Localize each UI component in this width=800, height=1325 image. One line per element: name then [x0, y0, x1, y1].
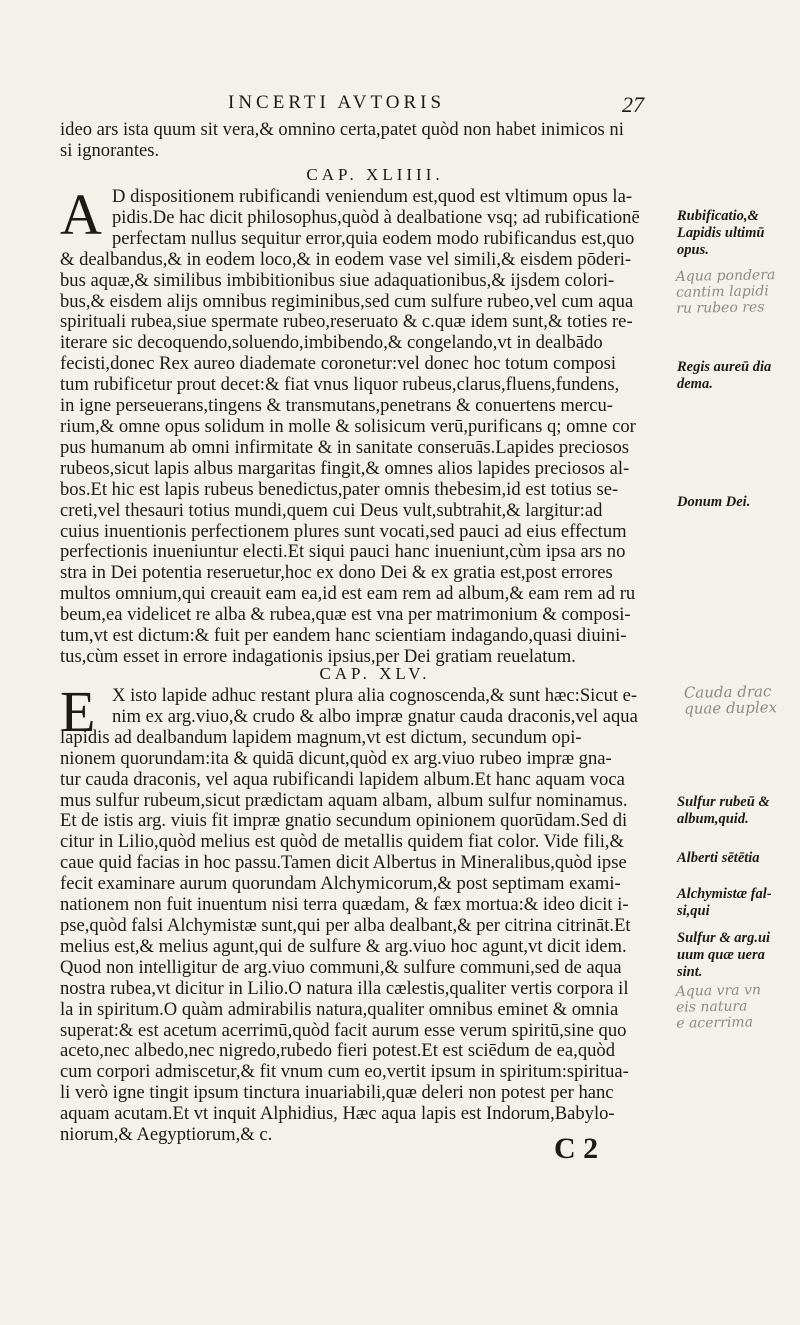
chapter-heading: CAP. XLV. [319, 664, 431, 683]
text-line: Quod non intelligitur de arg.viuo communi,& sulfure communi,sed de aqua [60, 956, 622, 978]
text-line: spirituali rubea,siue spermate rubeo,reseruato & c.quæ idem sunt,& toties re- [60, 311, 633, 333]
text-line: si ignorantes. [60, 139, 160, 161]
text-line: pse,quòd falsi Alchymistæ sunt,qui per alba dealbant,& per citrina citrināt.Et [60, 914, 631, 936]
chapter-45 [60, 664, 670, 685]
text-line: in igne perseuerans,tingens & transmutans,penetrans & conuertens mercu- [60, 395, 613, 417]
handwritten-note: Aqua pondera cantim lapidi ru rubeo res [675, 267, 776, 317]
page-number: 27 [622, 92, 644, 117]
text-line: tur cauda draconis, vel aqua rubificandi lapidem album.Et hanc aquam voca [60, 768, 625, 790]
text-line: tum,vt est dictum:& fuit per eandem hanc scientiam indagando,quasi diuini- [60, 625, 627, 647]
text-line: rium,& omne opus solidum in molle & solisicum verū,purificans q; omne cor [60, 415, 636, 437]
text-line: beum,ea videlicet re alba & rubea,quæ est vna per matrimonium & composi- [60, 604, 631, 626]
text-line: X isto lapide adhuc restant plura alia cognoscenda,& sunt hæc:Sicut e- [112, 685, 638, 706]
chapter-45-body [60, 686, 670, 1146]
text-line: citur in Lilio,quòd melius est quòd de metallis quidem fiat color. Vide fili,& [60, 831, 625, 853]
margin-note-alberti: Alberti sētētia [677, 850, 760, 866]
text-line: bus,& eisdem alijs omnibus regiminibus,sed cum sulfure rubeo,vel cum aqua [60, 290, 634, 312]
margin-note-rubificatio: Rubificatio,& Lapidis ultimū opus. [677, 208, 765, 258]
text-line: cuius inuentionis perfectionem plures sunt vocati,sed pauci ad eius effectum [60, 520, 627, 542]
text-line: tus,cùm esset in errore indagationis ipsius,per Dei gratiam reuelatum. [60, 645, 576, 667]
text-line: li verò igne tingit ipsum tinctura inuariabili,quæ deleri non potest per hanc [60, 1082, 614, 1104]
text-line: perfectionis inueniuntur electi.Et siqui pauci hanc inueniunt,cùm ipsa ars no [60, 541, 626, 563]
text-line: niorum,& Aegyptiorum,& c. [60, 1124, 273, 1146]
text-line: lapidis ad dealbandum lapidem magnum,vt est dictum, secundum opi- [60, 726, 582, 748]
text-line: pidis.De hac dicit philosophus,quòd à dealbatione vsq; ad rubificationē [112, 206, 640, 228]
margin-note-regis: Regis aureū dia dema. [677, 359, 772, 392]
margin-note-donum: Donum Dei. [677, 494, 751, 510]
intro-paragraph [60, 120, 670, 162]
text-line: nostra rubea,vt dicitur in Lilio.O natura illa cælestis,qualiter vertis corpora il [60, 977, 629, 999]
text-line: aquam acutam.Et vt inquit Alphidius, Hæc aqua lapis est Indorum,Babylo- [60, 1103, 615, 1125]
text-line: mus sulfur rubeum,sicut prædictam aquam albam, album sulfur nominamus. [60, 789, 628, 811]
text-line: fecit examinare aurum quorundam Alchymicorum,& post septimam exami- [60, 873, 621, 895]
text-line: nationem non fuit inuentum nisi terra quædam, & fæx mortua:& ideo dicit i- [60, 894, 629, 916]
text-line: ideo ars ista quum sit vera,& omnino certa,patet quòd non habet inimicos ni [60, 119, 624, 140]
text-line: fecisti,donec Rex aureo diademate coronetur:vel donec hoc totum composi [60, 353, 617, 375]
text-line: bus aquæ,& similibus imbibitionibus siue adaquationibus,& ijsdem colori- [60, 269, 615, 291]
margin-note-sulfur: Sulfur rubeū & album,quid. [677, 794, 770, 827]
text-line: & dealbandus,& in eodem loco,& in eodem vase vel simili,& eisdem pōderi- [60, 248, 632, 270]
handwritten-note: Aqua vra vn eis natura e acerrima [675, 982, 762, 1032]
signature-mark: C 2 [554, 1132, 599, 1165]
handwritten-note: Cauda drac quae duplex [683, 682, 778, 718]
text-line: nim ex arg.viuo,& crudo & albo impræ gnatur cauda draconis,vel aqua [112, 705, 638, 727]
text-line: nionem quorundam:ita & quidā dicunt,quòd ex arg.viuo rubeo impræ gna- [60, 747, 612, 769]
text-line: cum corpori admiscetur,& fit vnum cum eo,vertit ipsum in spiritum:spiritua- [60, 1061, 629, 1083]
chapter-heading: CAP. XLIIII. [306, 165, 444, 184]
running-head: INCERTI AVTORIS [228, 92, 446, 113]
text-line: aceto,nec albedo,nec nigredo,rubedo fieri potest.Et est sciēdum de ea,quòd [60, 1040, 616, 1062]
chapter-44 [60, 165, 670, 186]
text-line: melius est,& melius agunt,qui de sulfure & arg.viuo hoc agunt,vt dicit idem. [60, 935, 627, 957]
text-line: perfectam nullus sequitur error,quia eodem modo rubificandus est,quo [112, 227, 635, 249]
text-line: caue quid facias in hoc passu.Tamen dicit Albertus in Mineralibus,quòd ipse [60, 852, 627, 874]
text-line: bos.Et hic est lapis rubeus benedictus,pater omnis thebesim,id est totius se- [60, 478, 619, 500]
text-line: creti,vel thesauri totius mundi,quem cui Deus vult,subtrahit,& largitur:ad [60, 499, 603, 521]
text-line: stra in Dei potentia reseruetur,hoc ex dono Dei & ex gratia est,post errores [60, 562, 613, 584]
text-line: la in spiritum.O quàm admirabilis natura,qualiter omnibus eminet & omnia [60, 998, 619, 1020]
margin-note-sulfur-arg: Sulfur & arg.ui uum quæ uera sint. [677, 930, 771, 980]
text-line: D dispositionem rubificandi veniendum est,quod est vltimum opus la- [112, 186, 633, 207]
text-line: rubeos,sicut lapis albus margaritas fingit,& omnes alios lapides preciosos al- [60, 457, 630, 479]
margin-note-alchymistae: Alchymistæ fal- si,qui [677, 886, 772, 919]
text-line: iterare sic decoquendo,soluendo,imbibendo,& congelando,vt in dealbādo [60, 332, 603, 354]
text-line: Et de istis arg. viuis fit impræ gnatio secundum opinionem quorūdam.Sed di [60, 810, 628, 832]
dropcap-a: A [60, 182, 102, 247]
text-line: superat:& est acetum acerrimū,quòd facit aurum esse verum spiritū,sine quo [60, 1019, 627, 1041]
text-line: multos omnium,qui creauit eam ea,id est eam rem ad album,& eam rem ad ru [60, 583, 636, 605]
chapter-44-body [60, 182, 670, 668]
text-line: tum rubificetur prout decet:& fiat vnus liquor rubeus,clarus,fluens,fundens, [60, 374, 620, 396]
dropcap-e: E [60, 679, 96, 744]
text-line: pus humanum ab omni infirmitate & in sanitate conseruās.Lapides preciosos [60, 436, 630, 458]
